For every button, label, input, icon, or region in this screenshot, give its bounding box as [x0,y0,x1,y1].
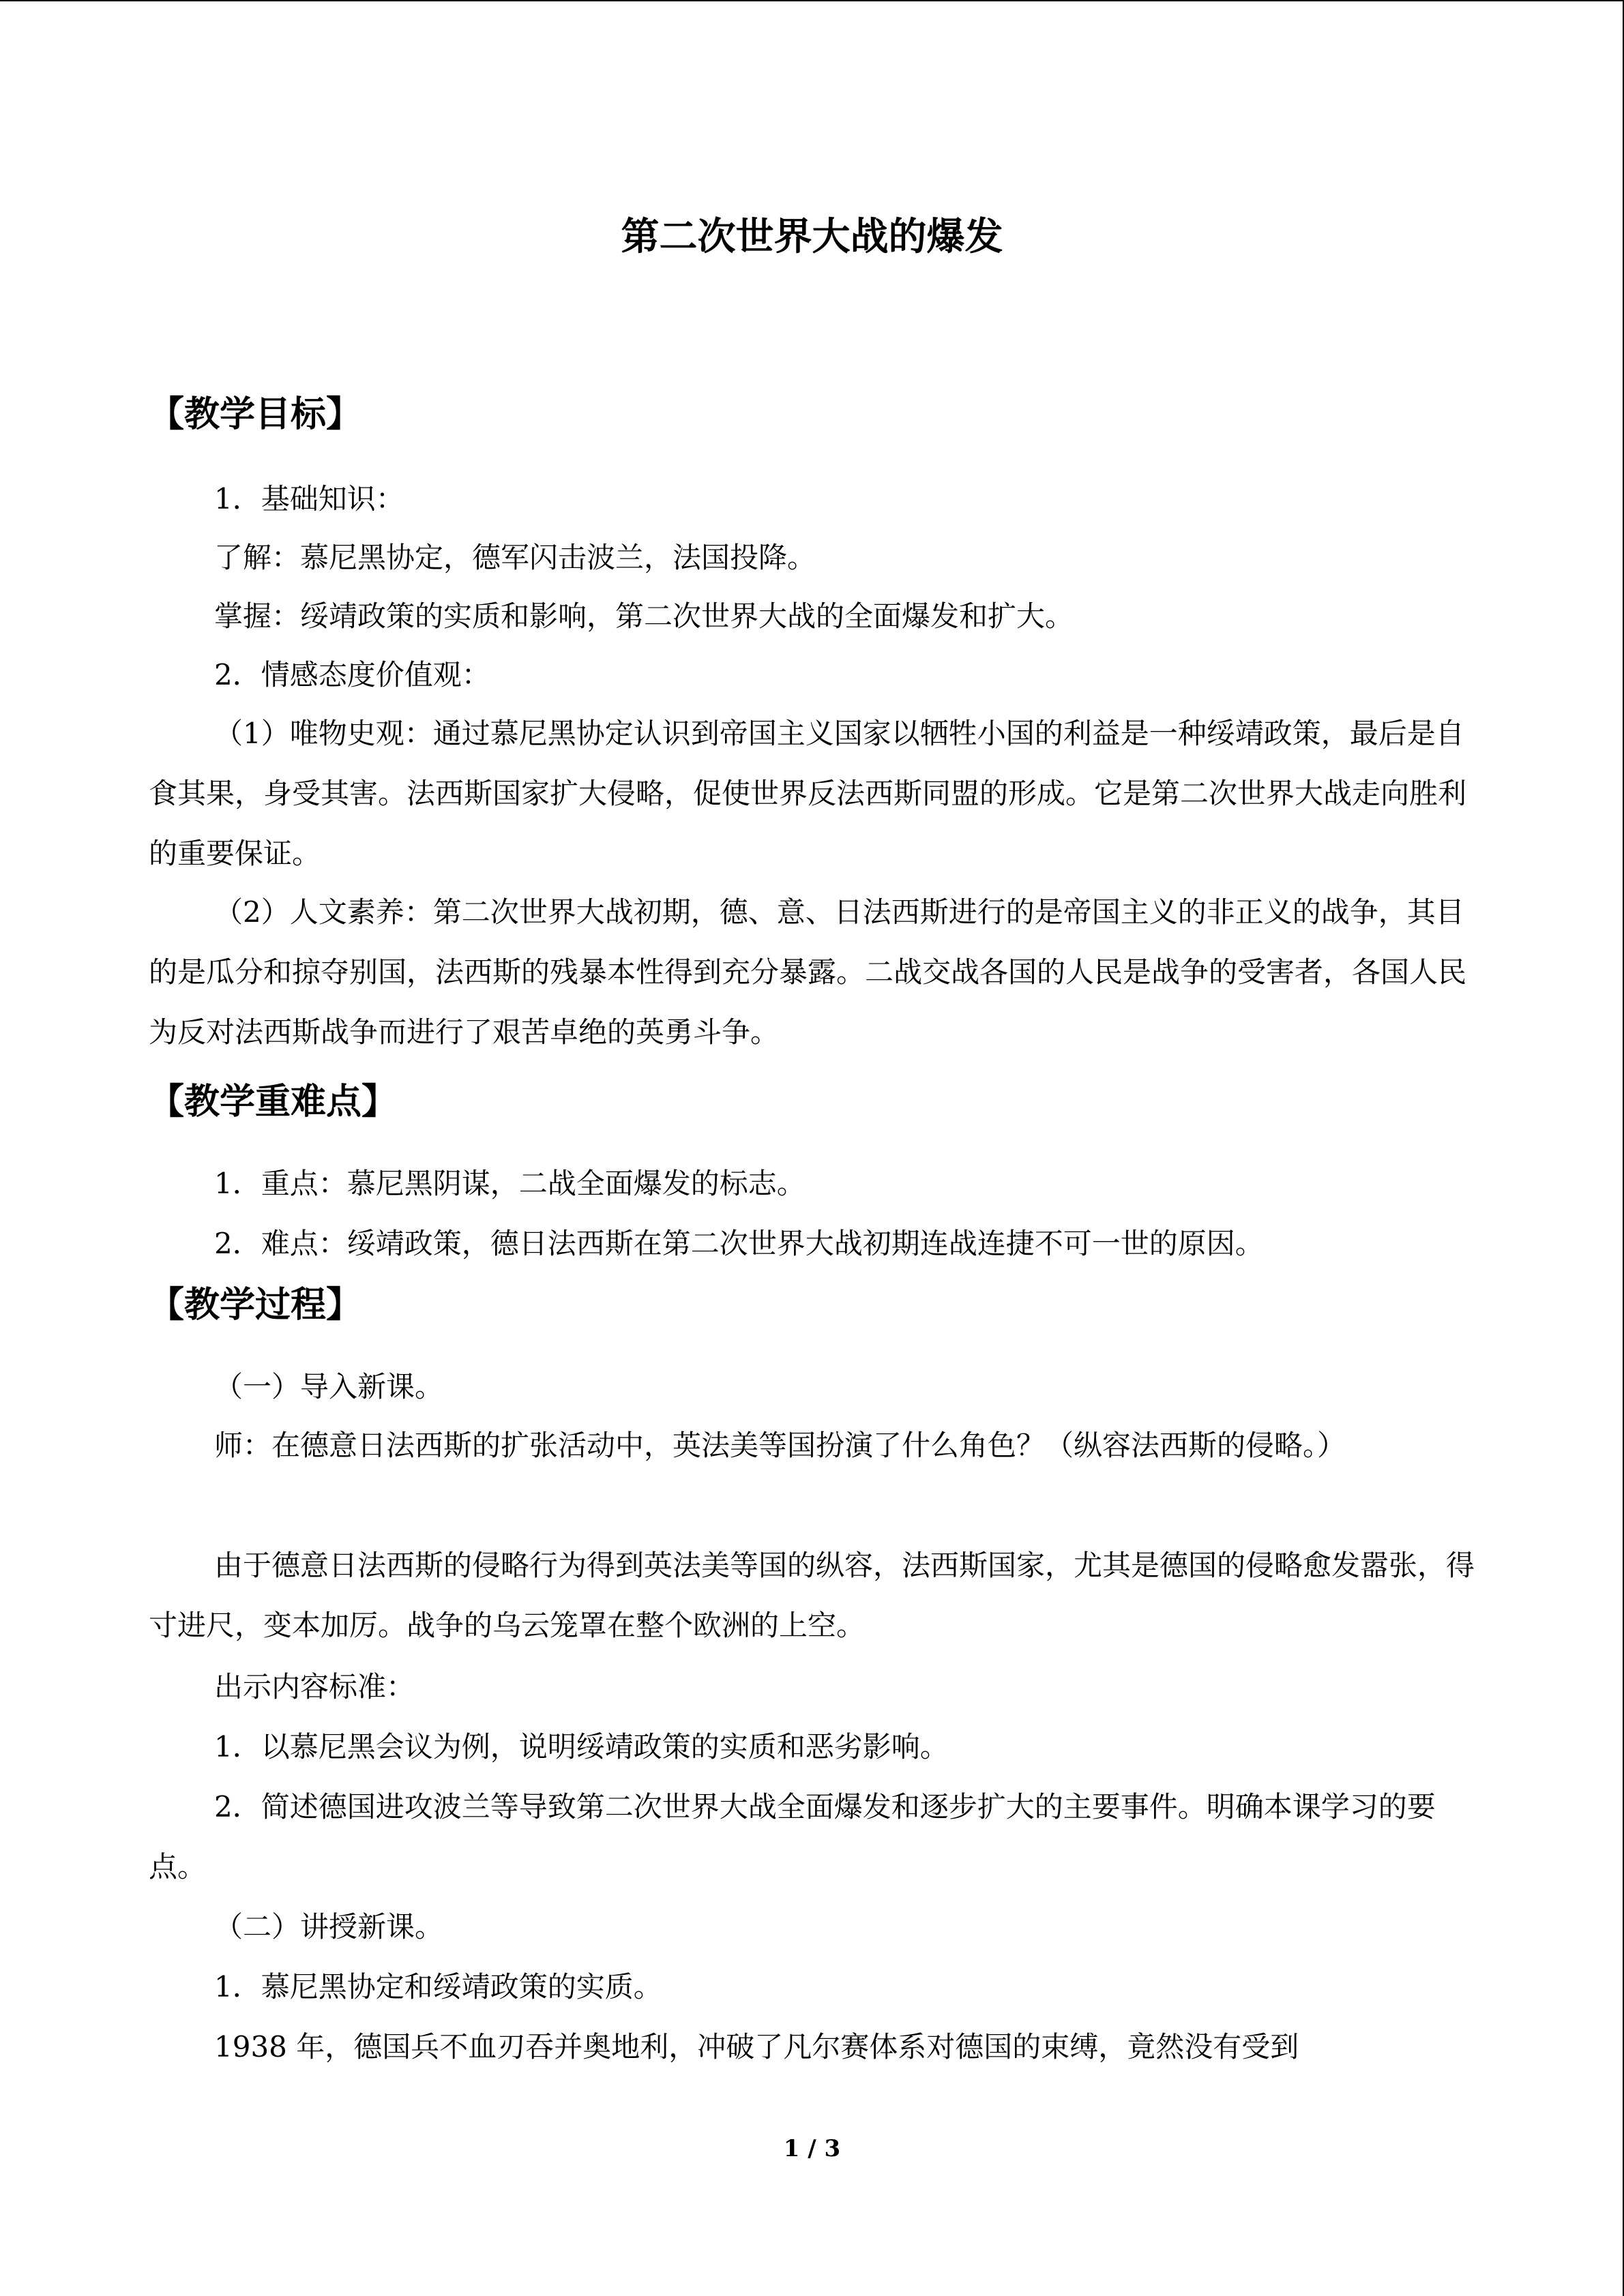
paragraph: 掌握：绥靖政策的实质和影响，第二次世界大战的全面爆发和扩大。 [214,599,1074,633]
page-title: 第二次世界大战的爆发 [621,215,1003,259]
section-heading-key-points: 【教学重难点】 [149,1082,398,1122]
paragraph: 1．基础知识： [214,482,404,516]
paragraph: 2．简述德国进攻波兰等导致第二次世界大战全面爆发和逐步扩大的主要事件。明确本课学习的要点。 [149,1790,1436,1883]
paragraph: 师：在德意日法西斯的扩张活动中，英法美等国扮演了什么角色？（纵容法西斯的侵略。） [214,1429,1346,1462]
paragraph: 1938 年，德国兵不血刃吞并奥地利，冲破了凡尔赛体系对德国的束缚，竟然没有受到 [214,2030,1299,2063]
paragraph: 2．难点：绥靖政策，德日法西斯在第二次世界大战初期连战连捷不可一世的原因。 [214,1227,1264,1260]
paragraph: （二）讲授新课。 [214,1910,444,1943]
paragraph: 1．以慕尼黑会议为例，说明绥靖政策的实质和恶劣影响。 [214,1730,949,1763]
paragraph: 2．情感态度价值观： [214,658,490,691]
paragraph: 1．重点：慕尼黑阴谋，二战全面爆发的标志。 [214,1167,806,1200]
paragraph: 1．慕尼黑协定和绥靖政策的实质。 [214,1970,662,2003]
paragraph: 了解：慕尼黑协定，德军闪击波兰，法国投降。 [214,541,816,574]
section-heading-process: 【教学过程】 [149,1285,362,1326]
paragraph: 由于德意日法西斯的侵略行为得到英法美等国的纵容，法西斯国家，尤其是德国的侵略愈发嚣张，得寸进尺，变本加厉。战争的乌云笼罩在整个欧洲的上空。 [149,1549,1475,1642]
paragraph: （1）唯物史观：通过慕尼黑协定认识到帝国主义国家以牺牲小国的利益是一种绥靖政策，最后是自食其果，身受其害。法西斯国家扩大侵略，促使世界反法西斯同盟的形成。它是第二次世界大战走向胜利的重要保证。 [149,717,1467,870]
page-number: 1 / 3 [783,2135,841,2162]
paragraph: （2）人文素养：第二次世界大战初期，德、意、日法西斯进行的是帝国主义的非正义的战争，其目的是瓜分和掠夺别国，法西斯的残暴本性得到充分暴露。二战交战各国的人民是战争的受害者，各国人民为反对法西斯战争而进行了艰苦卓绝的英勇斗争。 [149,895,1467,1049]
section-heading-objectives: 【教学目标】 [149,394,362,435]
paragraph: 出示内容标准： [214,1670,415,1703]
paragraph: （一）导入新课。 [214,1370,444,1403]
